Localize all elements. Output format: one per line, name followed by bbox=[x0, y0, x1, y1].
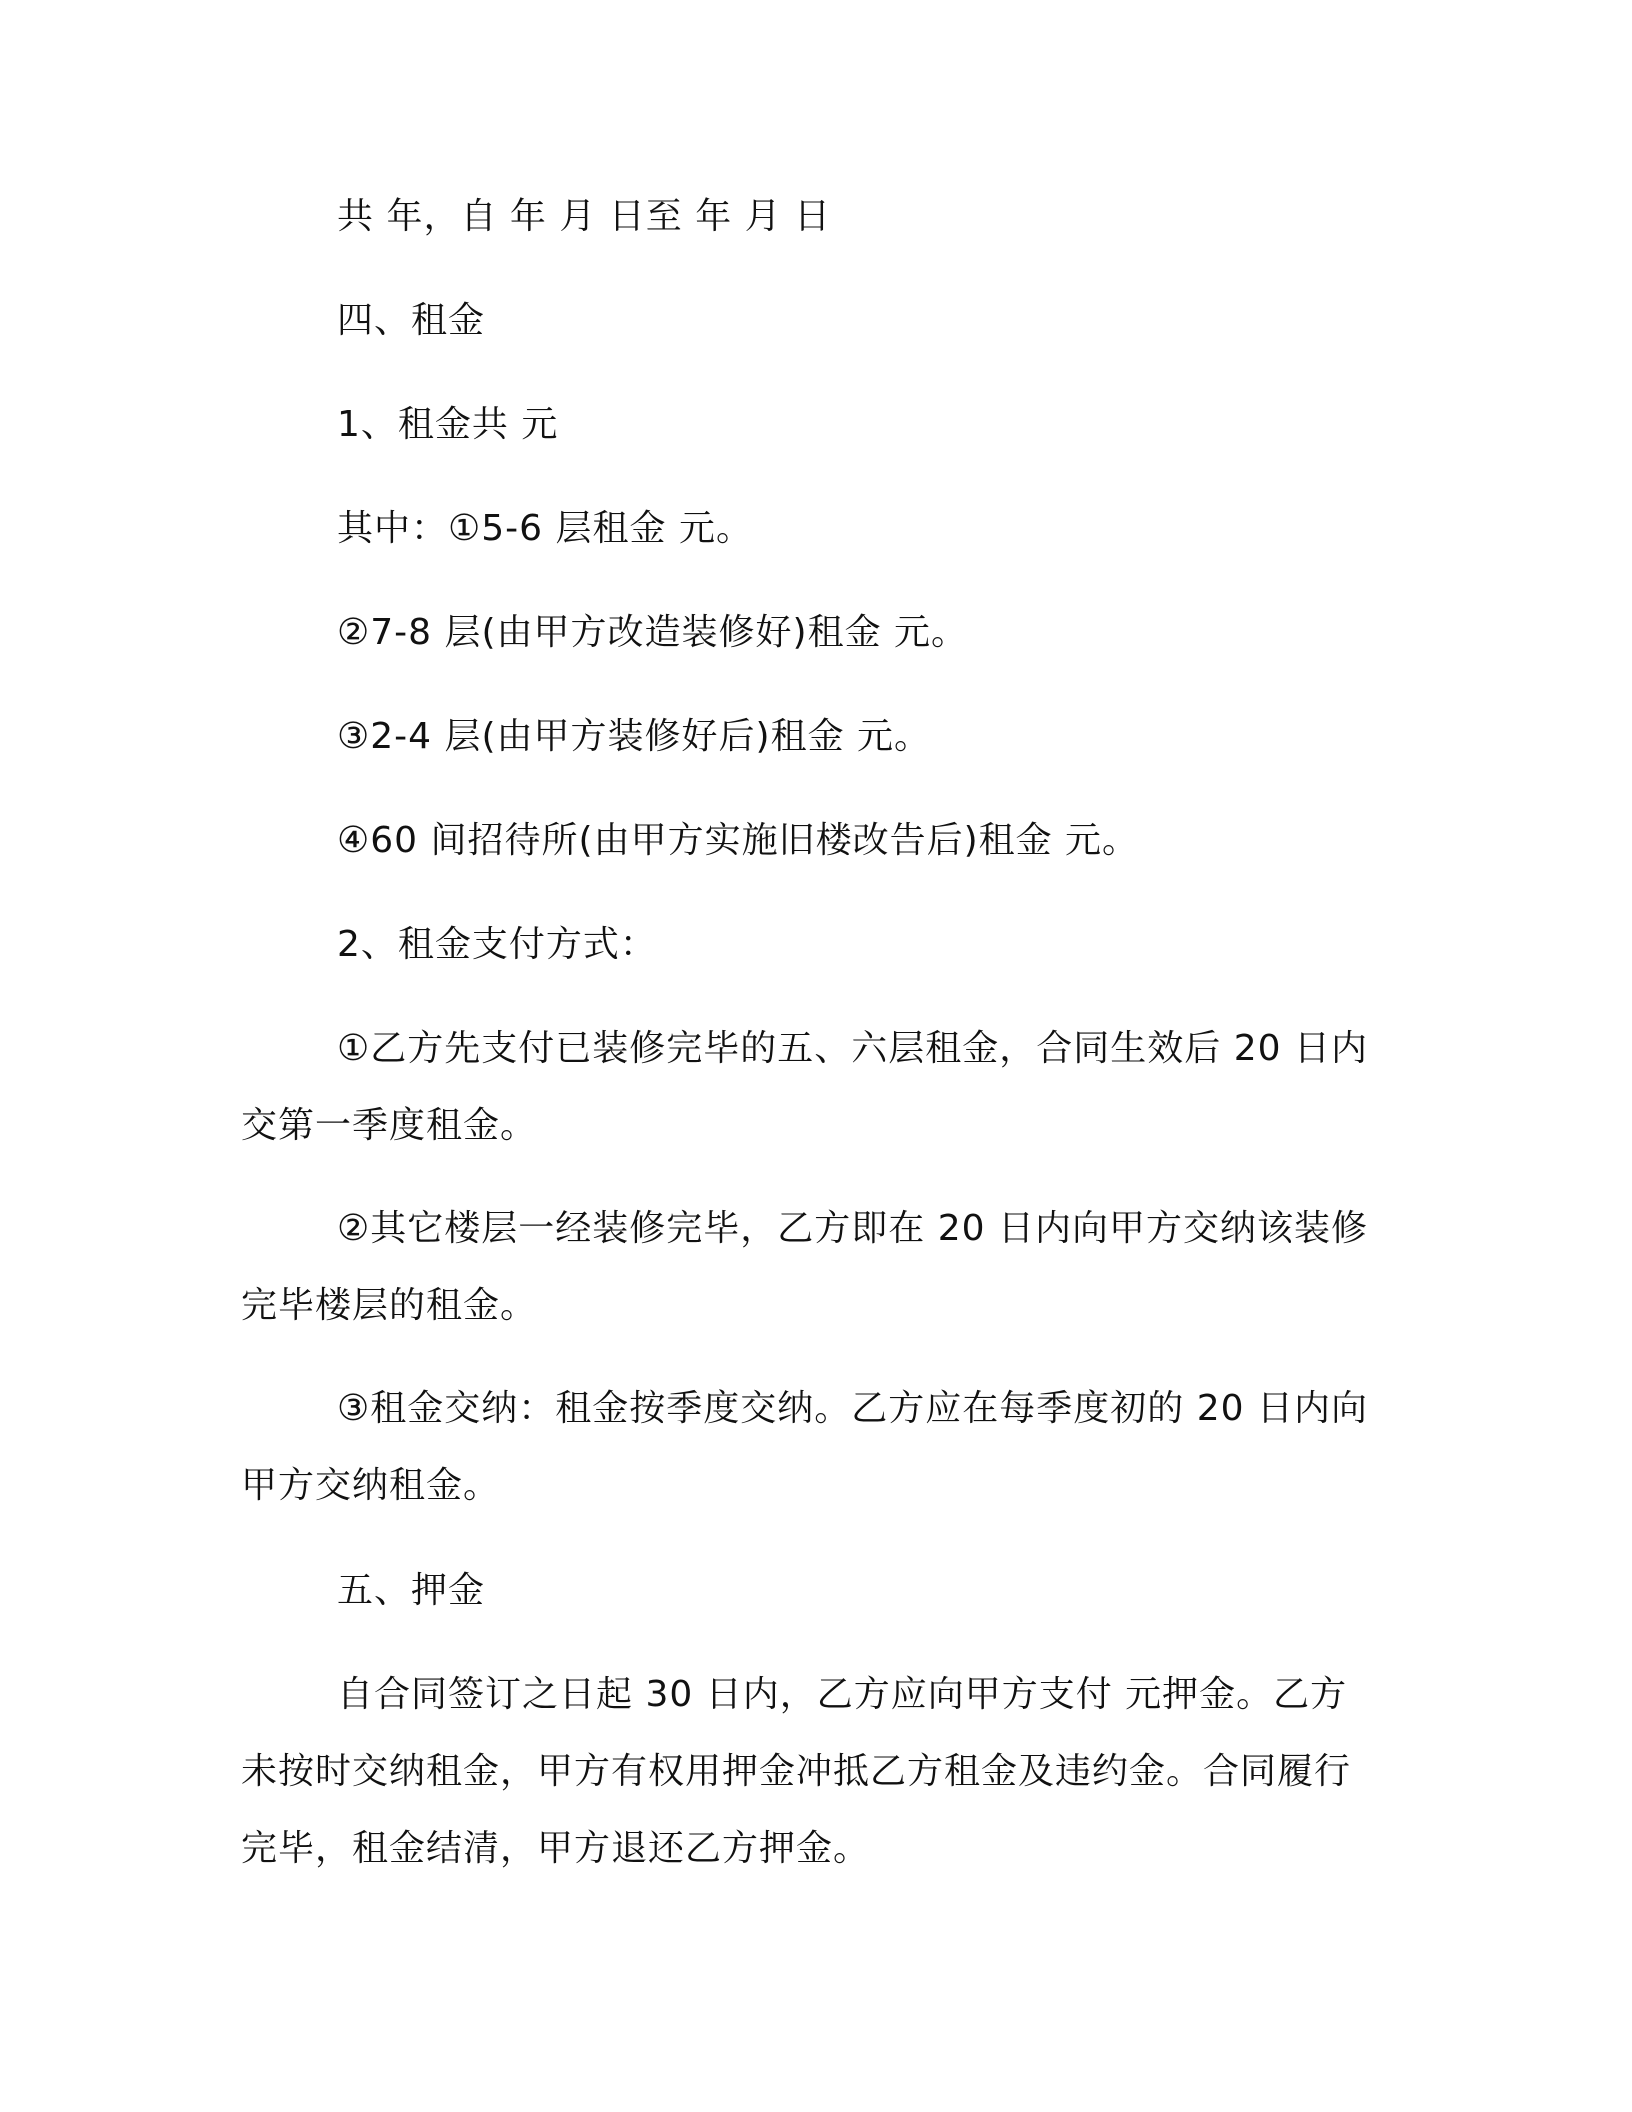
rent-floors-2-4: ③2-4 层(由甲方装修好后)租金 元。 bbox=[337, 716, 932, 757]
deposit-paragraph: 自合同签订之日起 30 日内，乙方应向甲方支付 元押金。乙方未按时交纳租金，甲方有权用押金冲抵乙方租金及违约金。合同履行完毕，租金结清，甲方退还乙方押金。 bbox=[241, 1674, 1352, 1869]
section-heading-deposit: 五、押金 bbox=[337, 1570, 486, 1611]
payment-item-1: ①乙方先支付已装修完毕的五、六层租金，合同生效后 20 日内交第一季度租金。 bbox=[241, 1028, 1368, 1146]
payment-item-3: ③租金交纳：租金按季度交纳。乙方应在每季度初的 20 日内向甲方交纳租金。 bbox=[241, 1388, 1368, 1506]
rent-floors-7-8: ②7-8 层(由甲方改造装修好)租金 元。 bbox=[337, 612, 969, 653]
rent-guesthouse: ④60 间招待所(由甲方实施旧楼改告后)租金 元。 bbox=[337, 820, 1140, 861]
rent-floors-5-6: 其中：①5-6 层租金 元。 bbox=[337, 508, 753, 549]
rent-total-line: 1、租金共 元 bbox=[337, 404, 559, 445]
payment-item-2: ②其它楼层一经装修完毕，乙方即在 20 日内向甲方交纳该装修完毕楼层的租金。 bbox=[241, 1208, 1368, 1326]
section-heading-rent: 四、租金 bbox=[337, 300, 486, 341]
lease-term-line: 共 年，自 年 月 日至 年 月 日 bbox=[337, 196, 832, 237]
payment-method-heading: 2、租金支付方式： bbox=[337, 924, 657, 965]
